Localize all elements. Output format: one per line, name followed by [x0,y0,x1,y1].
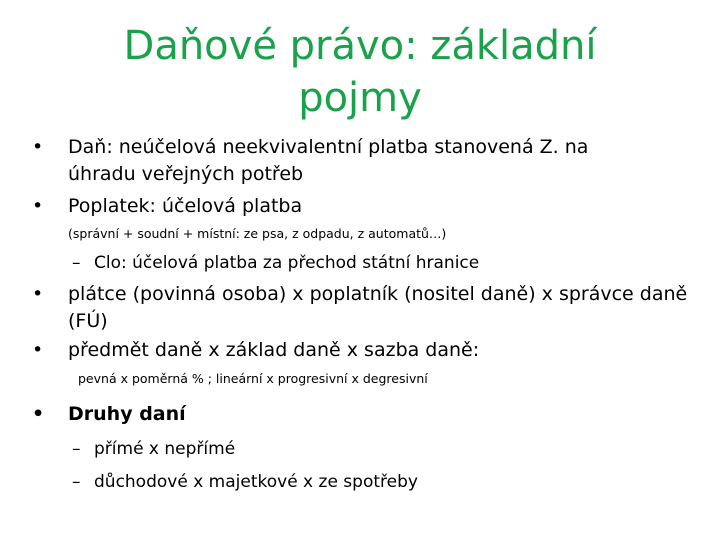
bullet-poplatek-text: Poplatek: účelová platba [68,195,303,217]
bullet-predmet [32,337,692,364]
bullet-dan-line-1: Daň: neúčelová neekvivalentní platba stanovená Z. na [68,136,589,158]
bullet-marker: • [32,195,44,217]
sub-bullet-prime-text: přímé x nepřímé [94,439,236,459]
poplatek-note: (správní + soudní + místní: ze psa, z odpadu, z automatů…) [68,226,447,241]
bullet-dan-line-2: úhradu veřejných potřeb [68,163,304,185]
bullet-druhy-dani [32,401,692,428]
sub-bullet-clo [32,250,692,276]
predmet-note: pevná x poměrná % ; lineární x progresivní x degresivní [78,371,428,386]
bullet-poplatek [32,193,692,220]
slide-title-line-1: Daňové právo: základní [123,23,597,69]
bullet-marker: • [32,403,45,425]
slide-title-line-2: pojmy [298,75,422,121]
dash-marker: – [72,439,81,459]
sub-bullet-duchodove-text: důchodové x majetkové x ze spotřeby [94,472,418,492]
slide-body [32,134,692,495]
bullet-platce [32,281,692,335]
bullet-predmet-text: předmět daně x základ daně x sazba daně: [68,339,480,361]
bullet-marker: • [32,136,44,158]
bullet-marker: • [32,283,44,305]
bullet-druhy-dani-text: Druhy daní [68,403,186,425]
slide-title [40,20,680,124]
dash-marker: – [72,472,81,492]
bullet-platce-text: plátce (povinná osoba) x poplatník (nositel daně) x správce daně (FÚ) [68,283,688,332]
bullet-marker: • [32,339,44,361]
dash-marker: – [72,253,81,273]
bullet-dan [32,134,692,188]
sub-bullet-clo-text: Clo: účelová platba za přechod státní hranice [94,253,480,273]
sub-bullet-duchodove [32,469,692,495]
sub-bullet-prime [32,436,692,462]
